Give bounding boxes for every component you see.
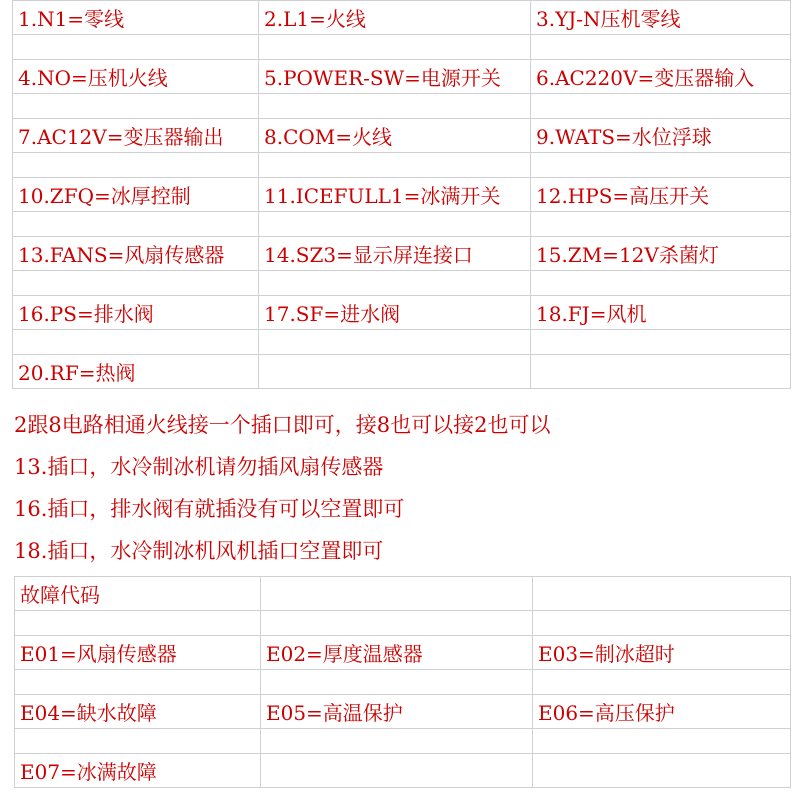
empty-cell [261,729,533,754]
fault-row [15,695,791,729]
pin-row [13,355,791,389]
pin-label-cell: 5.POWER-SW=电源开关 [259,60,531,94]
pin-label-cell: 8.COM=火线 [259,119,531,153]
fault-code-cell: E03=制冰超时 [533,636,791,670]
pin-label-cell: 17.SF=进水阀 [259,296,531,330]
pin-label-cell: 13.FANS=风扇传感器 [13,237,259,271]
empty-cell [259,153,531,178]
pin-row [13,1,791,35]
empty-cell [533,754,791,788]
pin-label-cell: 4.NO=压机火线 [13,60,259,94]
spacer-row [13,330,791,355]
fault-code-table [14,576,791,788]
fault-code-title: 故障代码 [15,577,261,611]
pin-label-cell: 1.N1=零线 [13,1,259,35]
fault-code-cell: E04=缺水故障 [15,695,261,729]
fault-row [15,636,791,670]
spacer-row [15,670,791,695]
fault-code-cell: E02=厚度温感器 [261,636,533,670]
empty-cell [533,670,791,695]
pin-label-cell: 6.AC220V=变压器输入 [531,60,791,94]
empty-cell [15,611,261,636]
pin-row [13,60,791,94]
pin-row [13,237,791,271]
empty-cell [261,611,533,636]
empty-cell [259,94,531,119]
fault-code-cell: E01=风扇传感器 [15,636,261,670]
empty-cell [531,271,791,296]
empty-cell [13,153,259,178]
pin-label-cell: 2.L1=火线 [259,1,531,35]
empty-cell [15,670,261,695]
empty-cell [13,271,259,296]
empty-cell [259,330,531,355]
pin-label-cell: 7.AC12V=变压器输出 [13,119,259,153]
empty-cell [15,729,261,754]
note-line: 18.插口，水冷制冰机风机插口空置即可 [14,539,384,563]
empty-cell [13,212,259,237]
pin-label-cell: 10.ZFQ=冰厚控制 [13,178,259,212]
notes-section [14,404,790,572]
pin-label-cell: 20.RF=热阀 [13,355,259,389]
empty-cell [533,577,791,611]
pin-label-cell: 14.SZ3=显示屏连接口 [259,237,531,271]
pin-label-cell: 18.FJ=风机 [531,296,791,330]
empty-cell [533,729,791,754]
pin-row [13,296,791,330]
empty-cell [533,611,791,636]
empty-cell [259,271,531,296]
pin-label-cell: 3.YJ-N压机零线 [531,1,791,35]
fault-row [15,754,791,788]
spacer-row [13,153,791,178]
pin-row [13,119,791,153]
fault-code-cell: E05=高温保护 [261,695,533,729]
empty-cell [13,94,259,119]
empty-cell [531,153,791,178]
empty-cell [531,355,791,389]
empty-cell [261,577,533,611]
empty-cell [259,35,531,60]
pin-row [13,178,791,212]
empty-cell [13,330,259,355]
empty-cell [259,355,531,389]
empty-cell [13,35,259,60]
empty-cell [531,330,791,355]
fault-title-row [15,577,791,611]
spacer-row [13,212,791,237]
spacer-row [13,94,791,119]
spacer-row [13,35,791,60]
pin-label-cell: 9.WATS=水位浮球 [531,119,791,153]
empty-cell [531,35,791,60]
spacer-row [13,271,791,296]
empty-cell [259,212,531,237]
empty-cell [531,212,791,237]
pin-label-cell: 15.ZM=12V杀菌灯 [531,237,791,271]
empty-cell [261,754,533,788]
spacer-row [15,611,791,636]
note-line: 2跟8电路相通火线接一个插口即可，接8也可以接2也可以 [14,413,551,437]
empty-cell [531,94,791,119]
wiring-table [12,0,791,389]
fault-code-cell: E07=冰满故障 [15,754,261,788]
pin-label-cell: 11.ICEFULL1=冰满开关 [259,178,531,212]
pin-label-cell: 12.HPS=高压开关 [531,178,791,212]
empty-cell [261,670,533,695]
note-line: 13.插口，水冷制冰机请勿插风扇传感器 [14,455,384,479]
pin-label-cell: 16.PS=排水阀 [13,296,259,330]
fault-code-cell: E06=高压保护 [533,695,791,729]
spacer-row [15,729,791,754]
note-line: 16.插口，排水阀有就插没有可以空置即可 [14,497,405,521]
